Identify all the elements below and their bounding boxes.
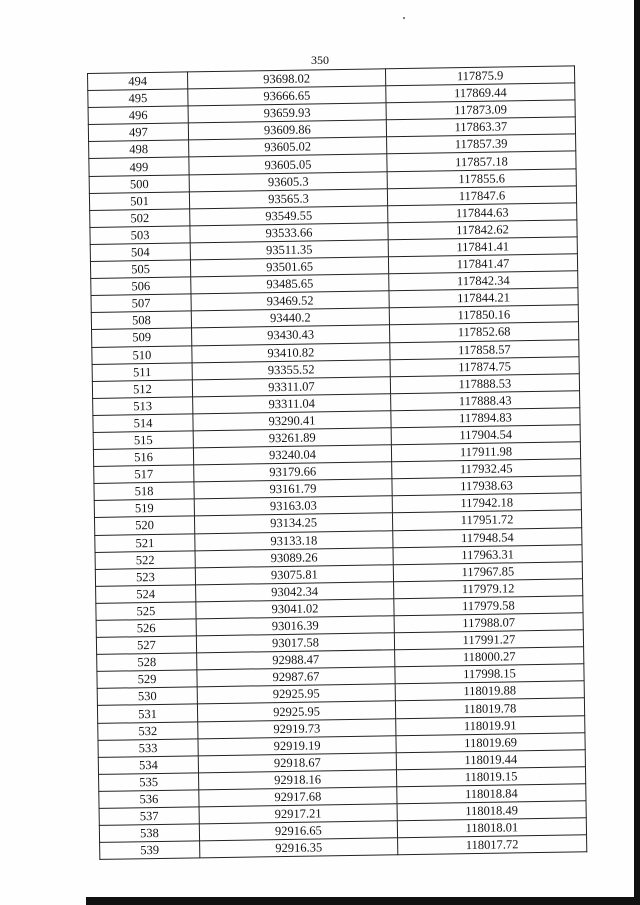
- x-coordinate-cell: 93311.07: [192, 376, 390, 396]
- y-coordinate-cell: 117911.98: [391, 442, 580, 462]
- y-coordinate-cell: 117963.31: [393, 544, 582, 564]
- x-coordinate-cell: 93666.65: [188, 86, 386, 106]
- y-coordinate-cell: 118000.27: [395, 647, 584, 667]
- y-coordinate-cell: 117938.63: [392, 476, 581, 496]
- point-number-cell: 530: [97, 687, 197, 706]
- x-coordinate-cell: 92988.47: [197, 650, 395, 670]
- y-coordinate-cell: 117842.34: [389, 271, 578, 291]
- x-coordinate-cell: 93041.02: [196, 599, 394, 619]
- x-coordinate-cell: 93565.3: [189, 188, 387, 208]
- point-number-cell: 494: [88, 72, 188, 91]
- y-coordinate-cell: 118018.49: [397, 801, 586, 821]
- point-number-cell: 523: [95, 568, 195, 587]
- x-coordinate-cell: 92919.19: [198, 735, 396, 755]
- x-coordinate-cell: 93179.66: [194, 462, 392, 482]
- x-coordinate-cell: 93605.3: [189, 171, 387, 191]
- y-coordinate-cell: 117841.47: [388, 254, 577, 274]
- scan-edge-right: [634, 0, 640, 905]
- y-coordinate-cell: 117857.18: [387, 151, 576, 171]
- y-coordinate-cell: 117998.15: [395, 664, 584, 684]
- y-coordinate-cell: 118019.78: [395, 698, 584, 718]
- x-coordinate-cell: 92917.21: [199, 804, 397, 824]
- point-number-cell: 509: [92, 328, 192, 347]
- y-coordinate-cell: 117842.62: [388, 220, 577, 240]
- x-coordinate-cell: 92916.35: [200, 838, 398, 858]
- x-coordinate-cell: 93549.55: [190, 206, 388, 226]
- point-number-cell: 507: [91, 294, 191, 313]
- point-number-cell: 504: [90, 243, 190, 262]
- y-coordinate-cell: 118019.15: [396, 767, 585, 787]
- y-coordinate-cell: 118018.84: [397, 784, 586, 804]
- y-coordinate-cell: 117852.68: [389, 322, 578, 342]
- y-coordinate-cell: 117967.85: [393, 562, 582, 582]
- x-coordinate-cell: 92918.16: [199, 770, 397, 790]
- page-number: 350: [311, 53, 329, 67]
- y-coordinate-cell: 117979.58: [394, 596, 583, 616]
- x-coordinate-cell: 93511.35: [190, 240, 388, 260]
- point-number-cell: 514: [93, 414, 193, 433]
- y-coordinate-cell: 118017.72: [398, 835, 587, 855]
- y-coordinate-cell: 117932.45: [392, 459, 581, 479]
- y-coordinate-cell: 117888.53: [390, 373, 579, 393]
- x-coordinate-cell: 93440.2: [191, 308, 389, 328]
- x-coordinate-cell: 93016.39: [196, 616, 394, 636]
- y-coordinate-cell: 117894.83: [391, 408, 580, 428]
- y-coordinate-cell: 118019.91: [396, 715, 585, 735]
- y-coordinate-cell: 117844.63: [388, 203, 577, 223]
- point-number-cell: 516: [93, 448, 193, 467]
- point-number-cell: 497: [88, 123, 188, 142]
- point-number-cell: 525: [96, 602, 196, 621]
- y-coordinate-cell: 117863.37: [386, 117, 575, 137]
- x-coordinate-cell: 93089.26: [195, 547, 393, 567]
- x-coordinate-cell: 92917.68: [199, 787, 397, 807]
- y-coordinate-cell: 117951.72: [392, 510, 581, 530]
- x-coordinate-cell: 92919.73: [198, 718, 396, 738]
- point-number-cell: 524: [96, 585, 196, 604]
- coordinate-table: [87, 65, 586, 860]
- point-number-cell: 510: [92, 345, 192, 364]
- x-coordinate-cell: 93240.04: [193, 445, 391, 465]
- y-coordinate-cell: 117855.6: [387, 168, 576, 188]
- x-coordinate-cell: 93605.05: [189, 154, 387, 174]
- point-number-cell: 505: [90, 260, 190, 279]
- y-coordinate-cell: 117850.16: [389, 305, 578, 325]
- point-number-cell: 520: [94, 516, 194, 535]
- point-number-cell: 532: [98, 721, 198, 740]
- x-coordinate-cell: 93355.52: [192, 359, 390, 379]
- x-coordinate-cell: 93501.65: [190, 257, 388, 277]
- point-number-cell: 502: [90, 209, 190, 228]
- y-coordinate-cell: 117991.27: [394, 630, 583, 650]
- point-number-cell: 503: [90, 226, 190, 245]
- y-coordinate-cell: 118018.01: [397, 818, 586, 838]
- x-coordinate-cell: 93469.52: [191, 291, 389, 311]
- y-coordinate-cell: 117988.07: [394, 613, 583, 633]
- y-coordinate-cell: 117948.54: [393, 527, 582, 547]
- y-coordinate-cell: 118019.69: [396, 732, 585, 752]
- y-coordinate-cell: 117844.21: [389, 288, 578, 308]
- point-number-cell: 512: [92, 380, 192, 399]
- y-coordinate-cell: 117858.57: [390, 339, 579, 359]
- point-number-cell: 513: [93, 397, 193, 416]
- point-number-cell: 500: [89, 174, 189, 193]
- point-number-cell: 537: [99, 807, 199, 826]
- point-number-cell: 515: [93, 431, 193, 450]
- point-number-cell: 529: [97, 670, 197, 689]
- point-number-cell: 498: [89, 140, 189, 159]
- y-coordinate-cell: 117979.12: [394, 579, 583, 599]
- y-coordinate-cell: 117875.9: [385, 66, 574, 86]
- x-coordinate-cell: 93134.25: [194, 513, 392, 533]
- y-coordinate-cell: 117841.41: [388, 237, 577, 257]
- point-number-cell: 533: [98, 738, 198, 757]
- y-coordinate-cell: 118019.44: [396, 750, 585, 770]
- point-number-cell: 518: [94, 482, 194, 501]
- y-coordinate-cell: 117888.43: [391, 391, 580, 411]
- point-number-cell: 501: [89, 192, 189, 211]
- point-number-cell: 519: [94, 499, 194, 518]
- point-number-cell: 522: [95, 550, 195, 569]
- x-coordinate-cell: 93430.43: [192, 325, 390, 345]
- y-coordinate-cell: 117873.09: [386, 100, 575, 120]
- point-number-cell: 506: [91, 277, 191, 296]
- x-coordinate-cell: 93311.04: [193, 394, 391, 414]
- x-coordinate-cell: 93605.02: [189, 137, 387, 157]
- y-coordinate-cell: 117904.54: [391, 425, 580, 445]
- point-number-cell: 536: [99, 790, 199, 809]
- y-coordinate-cell: 118019.88: [395, 681, 584, 701]
- x-coordinate-cell: 93698.02: [187, 69, 385, 89]
- x-coordinate-cell: 93075.81: [195, 564, 393, 584]
- x-coordinate-cell: 93163.03: [194, 496, 392, 516]
- point-number-cell: 508: [91, 311, 191, 330]
- point-number-cell: 531: [97, 704, 197, 723]
- y-coordinate-cell: 117869.44: [386, 83, 575, 103]
- x-coordinate-cell: 93533.66: [190, 223, 388, 243]
- x-coordinate-cell: 92925.95: [197, 684, 395, 704]
- point-number-cell: 521: [95, 533, 195, 552]
- x-coordinate-cell: 93017.58: [196, 633, 394, 653]
- x-coordinate-cell: 93261.89: [193, 428, 391, 448]
- x-coordinate-cell: 93609.86: [188, 120, 386, 140]
- scan-speck: [403, 17, 405, 19]
- scan-edge-bottom: [86, 897, 640, 905]
- point-number-cell: 539: [100, 841, 200, 860]
- x-coordinate-cell: 93133.18: [195, 530, 393, 550]
- x-coordinate-cell: 93042.34: [196, 582, 394, 602]
- point-number-cell: 535: [99, 773, 199, 792]
- point-number-cell: 495: [88, 89, 188, 108]
- x-coordinate-cell: 92925.95: [197, 701, 395, 721]
- x-coordinate-cell: 93485.65: [191, 274, 389, 294]
- point-number-cell: 526: [96, 619, 196, 638]
- y-coordinate-cell: 117942.18: [392, 493, 581, 513]
- point-number-cell: 511: [92, 362, 192, 381]
- y-coordinate-cell: 117857.39: [387, 134, 576, 154]
- x-coordinate-cell: 92918.67: [198, 752, 396, 772]
- point-number-cell: 499: [89, 157, 189, 176]
- x-coordinate-cell: 93161.79: [194, 479, 392, 499]
- point-number-cell: 528: [97, 653, 197, 672]
- point-number-cell: 534: [98, 756, 198, 775]
- point-number-cell: 527: [96, 636, 196, 655]
- x-coordinate-cell: 92916.65: [199, 821, 397, 841]
- table-body: [88, 66, 587, 860]
- x-coordinate-cell: 92987.67: [197, 667, 395, 687]
- point-number-cell: 538: [99, 824, 199, 843]
- x-coordinate-cell: 93659.93: [188, 103, 386, 123]
- y-coordinate-cell: 117847.6: [387, 185, 576, 205]
- x-coordinate-cell: 93290.41: [193, 411, 391, 431]
- point-number-cell: 496: [88, 106, 188, 125]
- y-coordinate-cell: 117874.75: [390, 356, 579, 376]
- point-number-cell: 517: [94, 465, 194, 484]
- x-coordinate-cell: 93410.82: [192, 342, 390, 362]
